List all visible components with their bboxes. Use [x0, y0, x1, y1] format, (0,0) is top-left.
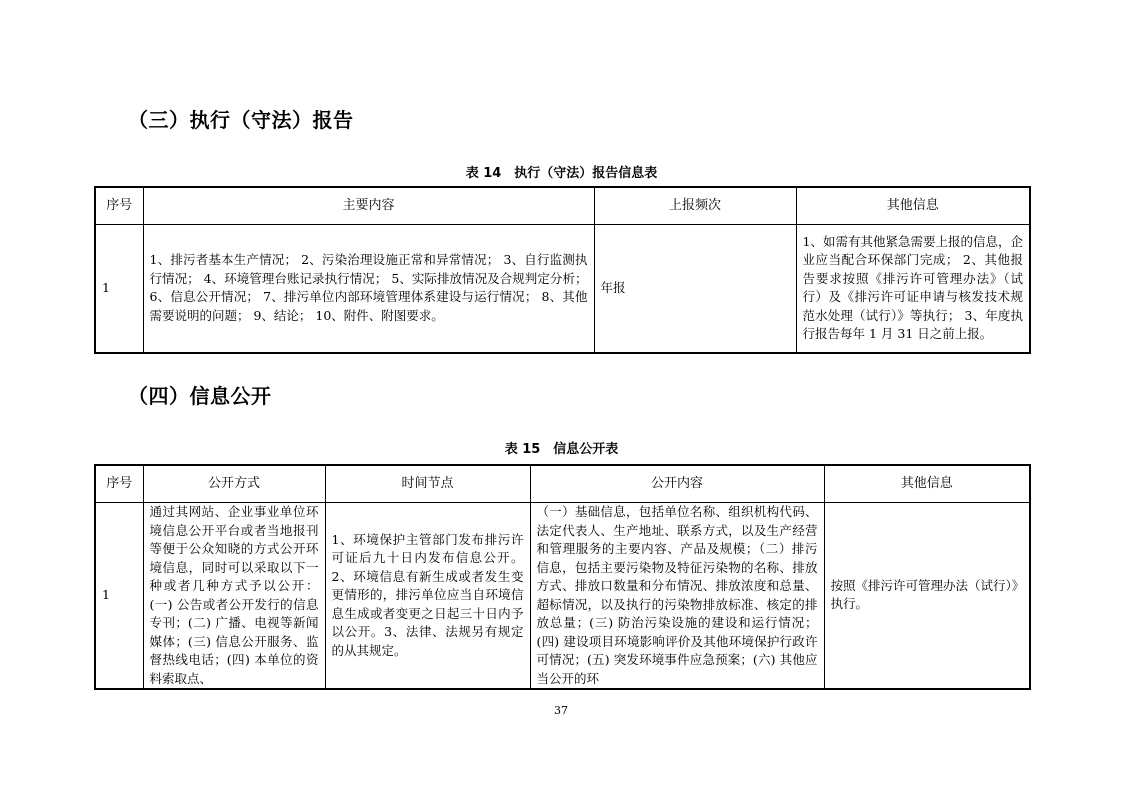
- cell-frequency: 年报: [594, 225, 796, 353]
- header-seq: 序号: [95, 187, 143, 225]
- header-main-content: 主要内容: [143, 187, 594, 225]
- header-time: 时间节点: [325, 465, 530, 503]
- cell-other-info: 按照《排污许可管理办法（试行）》执行。: [824, 503, 1030, 689]
- cell-method: [143, 503, 325, 689]
- table-14-caption: 表 14 执行（守法）报告信息表: [465, 166, 658, 181]
- header-method: 公开方式: [143, 465, 325, 503]
- header-frequency: 上报频次: [594, 187, 796, 225]
- info-disclosure-table: [94, 464, 1031, 690]
- cell-main-content: 1、排污者基本生产情况； 2、污染治理设施正常和异常情况； 3、自行监测执行情况； 4、环境管理台账记录执行情况； 5、实际排放情况及合规判定分析； 6、信息公开情况； 7、排污单位内部环境管理体系建设与运行情况； 8、其他需要说明的问题； 9、结论； 10、附件、附图要求。: [143, 225, 594, 353]
- cell-method-text: 通过其网站、企业事业单位环境信息公开平台或者当地报刊等便于公众知晓的方式公开环境信息，同时可以采取以下一种或者几种方式予以公开：(一) 公告或者公开发行的信息专刊；(二) 广播、电视等新闻媒体；(三) 信息公开服务、监督热线电话；(四) 本单位的资料索取点、: [149, 504, 319, 686]
- page-number: 37: [554, 704, 568, 717]
- header-content: 公开内容: [530, 465, 824, 503]
- table-header-row: [95, 465, 1030, 503]
- table-row: [95, 503, 1030, 689]
- header-other-info: 其他信息: [796, 187, 1030, 225]
- cell-seq: 1: [95, 503, 143, 689]
- cell-time: 1、环境保护主管部门发布排污许可证后九十日内发布信息公开。2、环境信息有新生成或者发生变更情形的，排污单位应当自环境信息生成或者变更之日起三十日内予以公开。3、法律、法规另有规定的从其规定。: [325, 503, 530, 689]
- section-heading-info-disclosure: （四）信息公开: [128, 384, 272, 408]
- execution-report-table: [94, 186, 1031, 354]
- header-other-info: 其他信息: [824, 465, 1030, 503]
- cell-content: [530, 503, 824, 689]
- header-seq: 序号: [95, 465, 143, 503]
- table-row: [95, 225, 1030, 353]
- cell-seq: 1: [95, 225, 143, 353]
- cell-other-info: 1、如需有其他紧急需要上报的信息，企业应当配合环保部门完成； 2、其他报告要求按照《排污许可管理办法》（试行）及《排污许可证申请与核发技术规范水处理（试行）》等执行； 3、年度执行报告每年 1 月 31 日之前上报。: [796, 225, 1030, 353]
- table-15-caption: 表 15 信息公开表: [504, 442, 619, 457]
- cell-content-text: （一）基础信息，包括单位名称、组织机构代码、法定代表人、生产地址、联系方式，以及生产经营和管理服务的主要内容、产品及规模；（二）排污信息，包括主要污染物及特征污染物的名称、排放方式、排放口数量和分布情况、排放浓度和总量、超标情况，以及执行的污染物排放标准、核定的排放总量；(三) 防治污染设施的建设和运行情况；(四) 建设项目环境影响评价及其他环境保护行政许可情况；(五) 突发环境事件应急预案；(六) 其他应当公开的环: [536, 504, 818, 686]
- section-heading-execution-report: （三）执行（守法）报告: [128, 108, 354, 132]
- table-header-row: [95, 187, 1030, 225]
